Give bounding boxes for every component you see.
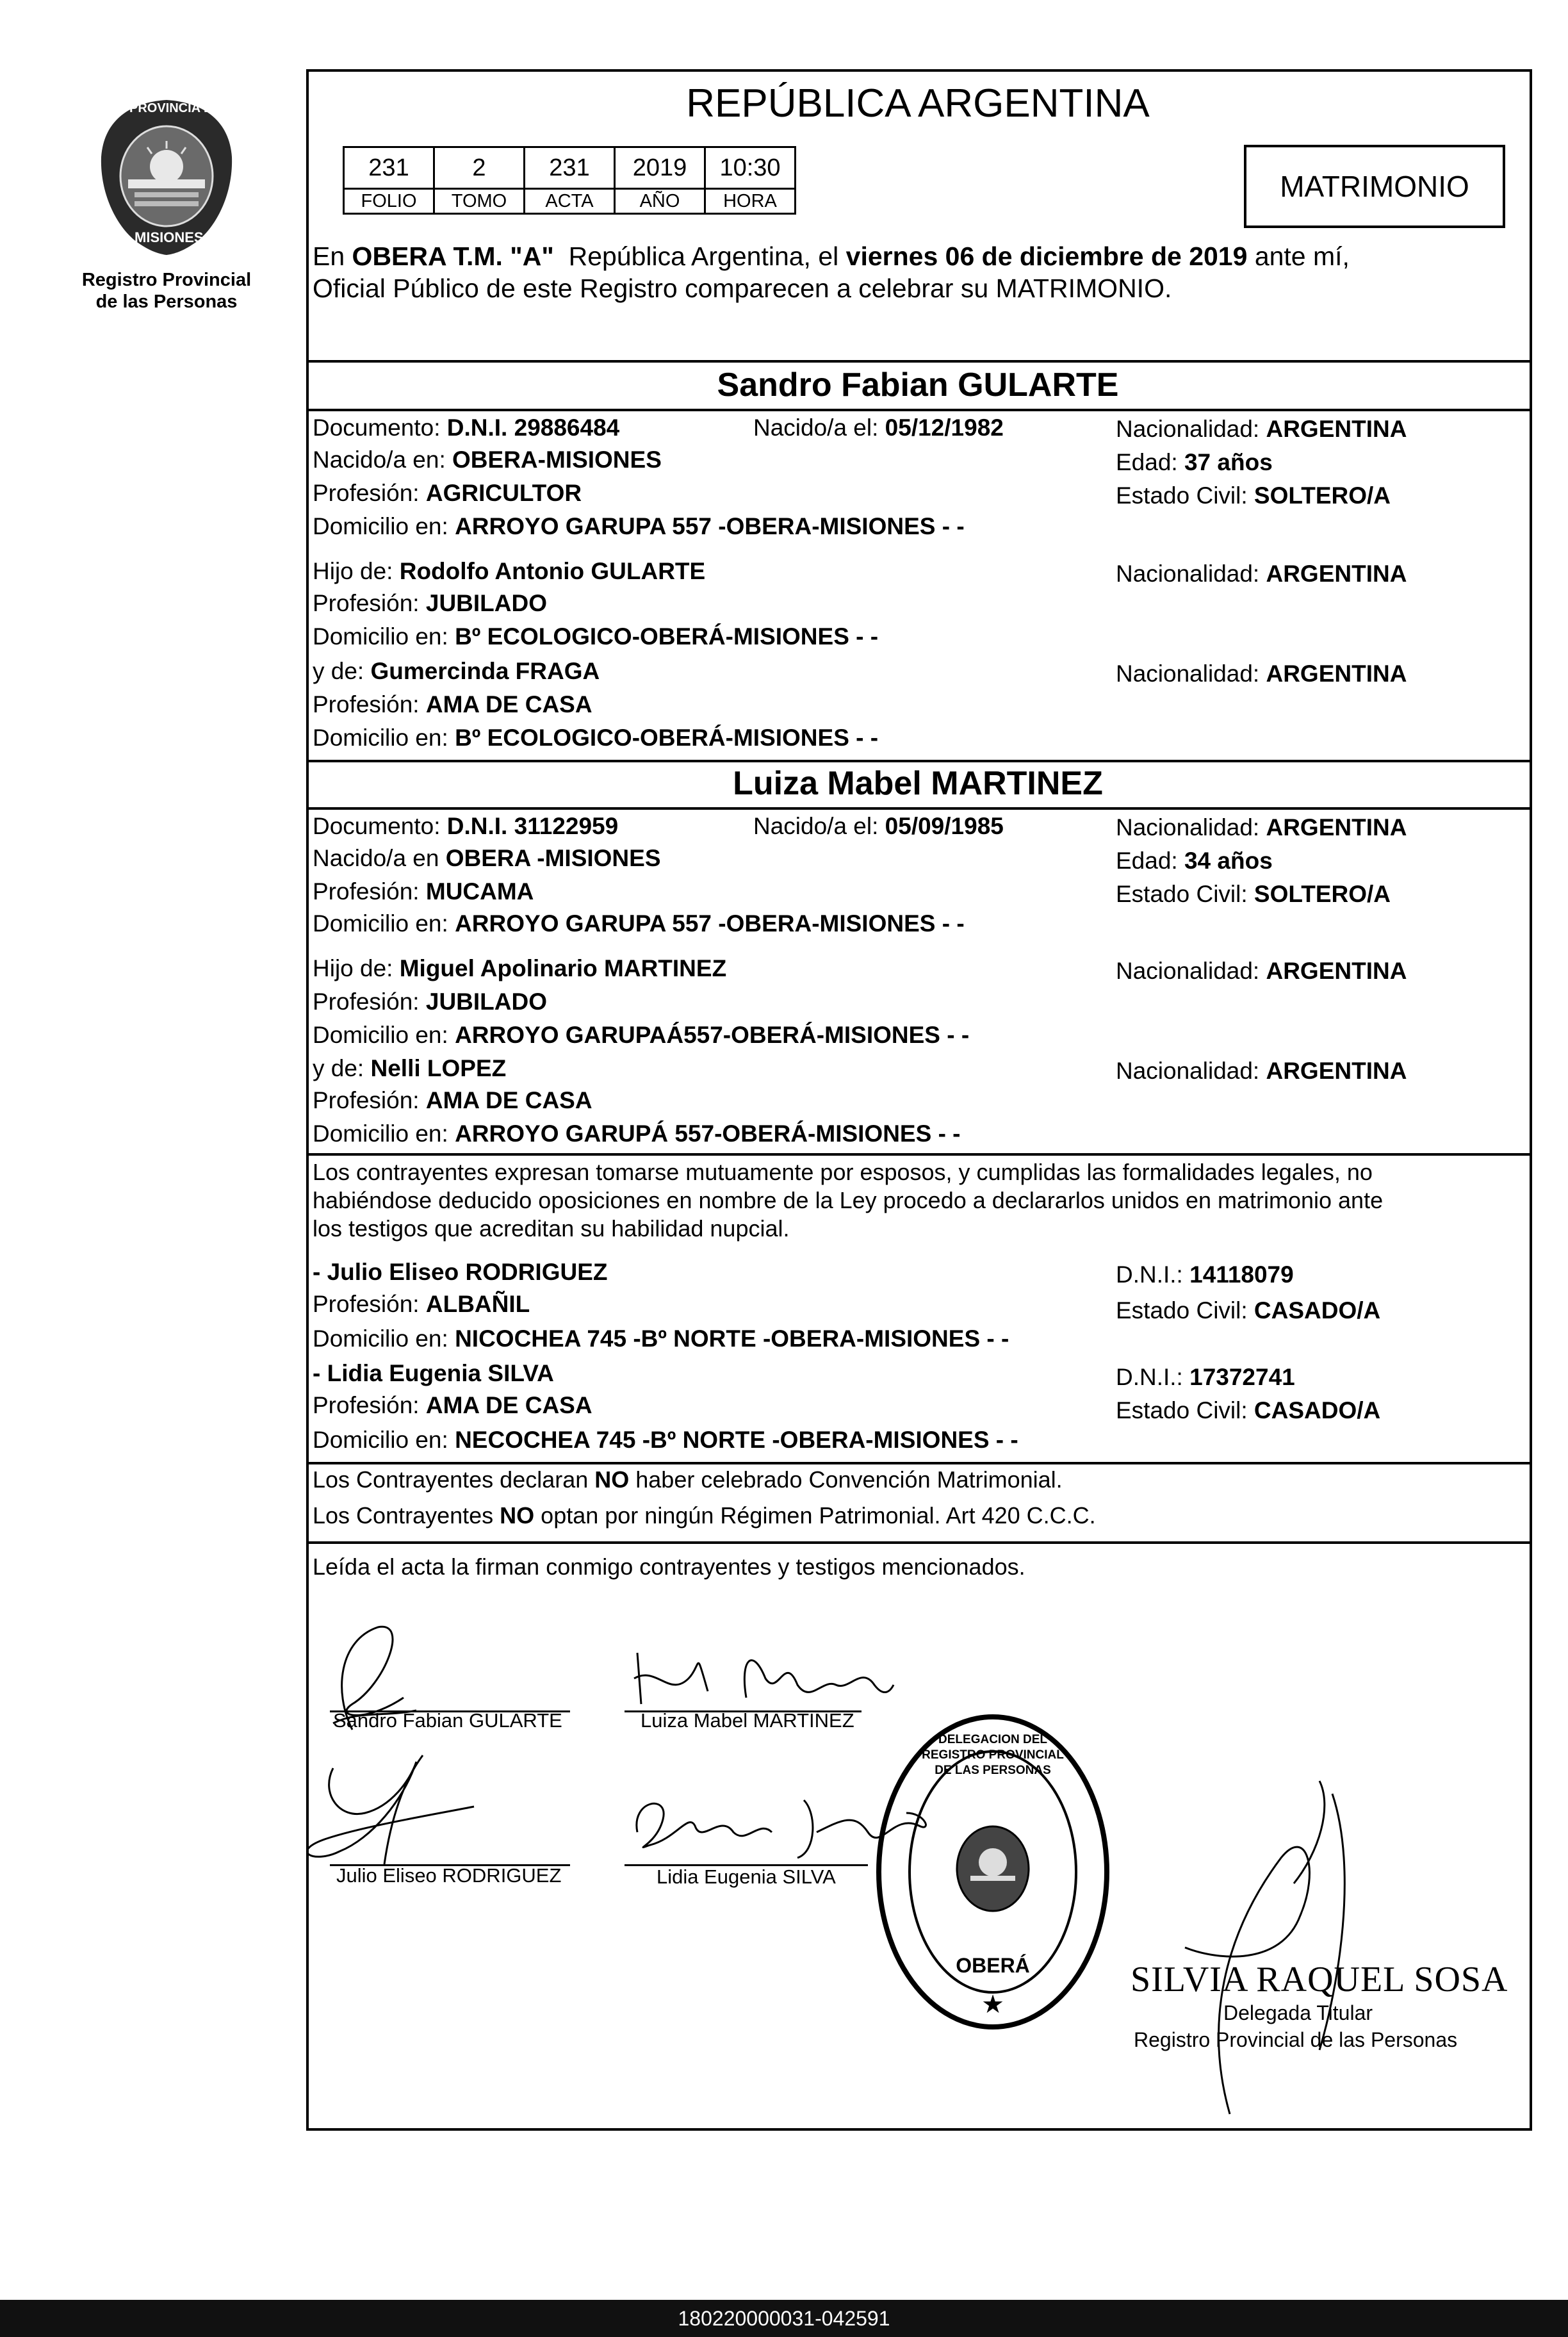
witness1-estado-civil: Estado Civil: CASADO/A xyxy=(1116,1297,1381,1324)
stamp-bottom-text: OBERÁ xyxy=(956,1954,1030,1977)
declaration-line2: habiéndose deducido oposiciones en nombre de la Ley procedo a declararlos unidos en matrimonio ante xyxy=(313,1187,1384,1213)
witness1-profesion: Profesión: ALBAÑIL xyxy=(313,1291,530,1317)
footer-code: 180220000031-042591 xyxy=(678,2306,890,2330)
spouse1-nacionalidad: Nacionalidad: ARGENTINA xyxy=(1116,416,1407,442)
spouse1-estado-civil: Estado Civil: SOLTERO/A xyxy=(1116,482,1391,509)
logo-bottom-text: MISIONES xyxy=(135,229,204,245)
signature-caption-3: Julio Eliseo RODRIGUEZ xyxy=(336,1864,562,1887)
divider-closing xyxy=(306,1541,1530,1544)
stamp-ring-text: DELEGACION DEL REGISTRO PROVINCIAL DE LAS PERSONAS xyxy=(922,1733,1064,1777)
acta-value: 231 xyxy=(525,147,615,189)
folio-value: 231 xyxy=(344,147,434,189)
spouse2-mother-domicilio: Domicilio en: ARROYO GARUPÁ 557-OBERÁ-MISIONES - - xyxy=(313,1120,961,1147)
divider-spouse2-section xyxy=(306,760,1530,762)
svg-text:★: ★ xyxy=(981,1990,1004,2019)
spouse1-mother-name: y de: Gumercinda FRAGA xyxy=(313,658,600,684)
folio-label: FOLIO xyxy=(344,189,434,214)
logo-caption xyxy=(61,269,272,313)
signature-caption-1: Sandro Fabian GULARTE xyxy=(333,1709,562,1732)
witness1-name: - Julio Eliseo RODRIGUEZ xyxy=(313,1259,608,1285)
regime-line2: Los Contrayentes NO optan por ningún Régimen Patrimonial. Art 420 C.C.C. xyxy=(313,1502,1096,1529)
spouse2-nacionalidad: Nacionalidad: ARGENTINA xyxy=(1116,814,1407,840)
logo-caption-line2: de las Personas xyxy=(95,291,238,312)
official-role: Delegada Titular xyxy=(1223,2001,1373,2024)
spouse2-edad: Edad: 34 años xyxy=(1116,848,1273,874)
divider-spouse2-title xyxy=(306,807,1530,810)
spouse2-mother-name: y de: Nelli LOPEZ xyxy=(313,1055,507,1081)
divider-declaration xyxy=(306,1153,1530,1156)
spouse2-domicilio: Domicilio en: ARROYO GARUPA 557 -OBERA-MISIONES - - xyxy=(313,910,965,937)
official-name: SILVIA RAQUEL SOSA xyxy=(1131,1960,1508,1999)
tomo-value: 2 xyxy=(434,147,525,189)
witness2-name: - Lidia Eugenia SILVA xyxy=(313,1360,554,1386)
page-title: REPÚBLICA ARGENTINA xyxy=(686,81,1150,126)
spouse2-mother-nacionalidad: Nacionalidad: ARGENTINA xyxy=(1116,1058,1407,1084)
document-type-box: MATRIMONIO xyxy=(1244,145,1505,228)
signature-official xyxy=(1127,1755,1499,2127)
spouse1-father-nacionalidad: Nacionalidad: ARGENTINA xyxy=(1116,561,1407,587)
spouse2-father-name: Hijo de: Miguel Apolinario MARTINEZ xyxy=(313,955,727,981)
tomo-label: TOMO xyxy=(434,189,525,214)
intro-mid: República Argentina, el xyxy=(553,242,846,271)
logo-top-text: PROVINCIA DE xyxy=(129,101,222,115)
witness2-dni: D.N.I.: 17372741 xyxy=(1116,1364,1295,1390)
witness1-dni: D.N.I.: 14118079 xyxy=(1116,1261,1294,1288)
spouse2-nacido-el: Nacido/a el: 05/09/1985 xyxy=(753,813,1004,839)
signature-caption-4: Lidia Eugenia SILVA xyxy=(657,1866,836,1888)
spouse1-profesion: Profesión: AGRICULTOR xyxy=(313,480,582,506)
witness2-profesion: Profesión: AMA DE CASA xyxy=(313,1392,592,1418)
spouse2-mother-profesion: Profesión: AMA DE CASA xyxy=(313,1087,592,1113)
spouse1-mother-nacionalidad: Nacionalidad: ARGENTINA xyxy=(1116,660,1407,687)
spouse2-profesion: Profesión: MUCAMA xyxy=(313,878,534,905)
declaration-line3: los testigos que acreditan su habilidad nupcial. xyxy=(313,1215,790,1242)
spouse2-father-nacionalidad: Nacionalidad: ARGENTINA xyxy=(1116,958,1407,984)
spouse2-documento: Documento: D.N.I. 31122959 xyxy=(313,813,619,839)
intro-line2: Oficial Público de este Registro comparecen a celebrar su MATRIMONIO. xyxy=(313,274,1172,303)
official-stamp xyxy=(874,1712,1111,2032)
hora-label: HORA xyxy=(705,189,796,214)
spouse1-documento: Documento: D.N.I. 29886484 xyxy=(313,414,620,441)
spouse2-father-profesion: Profesión: JUBILADO xyxy=(313,988,547,1015)
spouse2-name: Luiza Mabel MARTINEZ xyxy=(733,765,1103,802)
ano-value: 2019 xyxy=(615,147,705,189)
acta-label: ACTA xyxy=(525,189,615,214)
spouse2-father-domicilio: Domicilio en: ARROYO GARUPAÁ557-OBERÁ-MISIONES - - xyxy=(313,1022,970,1048)
spouse2-nacido-en: Nacido/a en OBERA -MISIONES xyxy=(313,845,661,871)
regime-line1: Los Contrayentes declaran NO haber celebrado Convención Matrimonial. xyxy=(313,1466,1063,1493)
spouse1-name: Sandro Fabian GULARTE xyxy=(717,366,1119,404)
signature-caption-2: Luiza Mabel MARTINEZ xyxy=(641,1709,854,1732)
official-org: Registro Provincial de las Personas xyxy=(1134,2028,1458,2051)
intro-en: En xyxy=(313,242,352,271)
intro-date: viernes 06 de diciembre de 2019 xyxy=(845,242,1248,271)
spouse1-edad: Edad: 37 años xyxy=(1116,449,1273,475)
declaration-line1: Los contrayentes expresan tomarse mutuamente por esposos, y cumplidas las formalidades legales, no xyxy=(313,1159,1373,1185)
divider-spouse1-title xyxy=(306,409,1530,411)
footer-bar xyxy=(0,2300,1568,2337)
logo-caption-line1: Registro Provincial xyxy=(81,270,252,290)
witness2-domicilio: Domicilio en: NECOCHEA 745 -Bº NORTE -OBERA-MISIONES - - xyxy=(313,1427,1018,1453)
divider-header xyxy=(306,360,1530,363)
spouse1-mother-domicilio: Domicilio en: Bº ECOLOGICO-OBERÁ-MISIONES - - xyxy=(313,725,879,751)
spouse1-domicilio: Domicilio en: ARROYO GARUPA 557 -OBERA-MISIONES - - xyxy=(313,513,965,539)
province-logo xyxy=(90,96,243,256)
hora-value: 10:30 xyxy=(705,147,796,189)
signature-julio xyxy=(275,1742,487,1871)
witness2-estado-civil: Estado Civil: CASADO/A xyxy=(1116,1397,1381,1423)
spouse1-mother-profesion: Profesión: AMA DE CASA xyxy=(313,691,592,718)
divider-regime xyxy=(306,1462,1530,1464)
spouse1-father-domicilio: Domicilio en: Bº ECOLOGICO-OBERÁ-MISIONES - - xyxy=(313,623,879,650)
spouse1-nacido-en: Nacido/a en: OBERA-MISIONES xyxy=(313,447,662,473)
spouse1-nacido-el: Nacido/a el: 05/12/1982 xyxy=(753,414,1004,441)
record-table xyxy=(343,146,796,215)
witness1-domicilio: Domicilio en: NICOCHEA 745 -Bº NORTE -OBERA-MISIONES - - xyxy=(313,1325,1009,1352)
closing-text: Leída el acta la firman conmigo contrayentes y testigos mencionados. xyxy=(313,1554,1025,1580)
intro-tail: ante mí, xyxy=(1247,242,1350,271)
intro-line1 xyxy=(313,241,1350,272)
ano-label: AÑO xyxy=(615,189,705,214)
spouse1-father-name: Hijo de: Rodolfo Antonio GULARTE xyxy=(313,558,706,584)
intro-place: OBERA T.M. "A" xyxy=(352,242,554,271)
spouse2-estado-civil: Estado Civil: SOLTERO/A xyxy=(1116,881,1391,907)
spouse1-father-profesion: Profesión: JUBILADO xyxy=(313,590,547,616)
